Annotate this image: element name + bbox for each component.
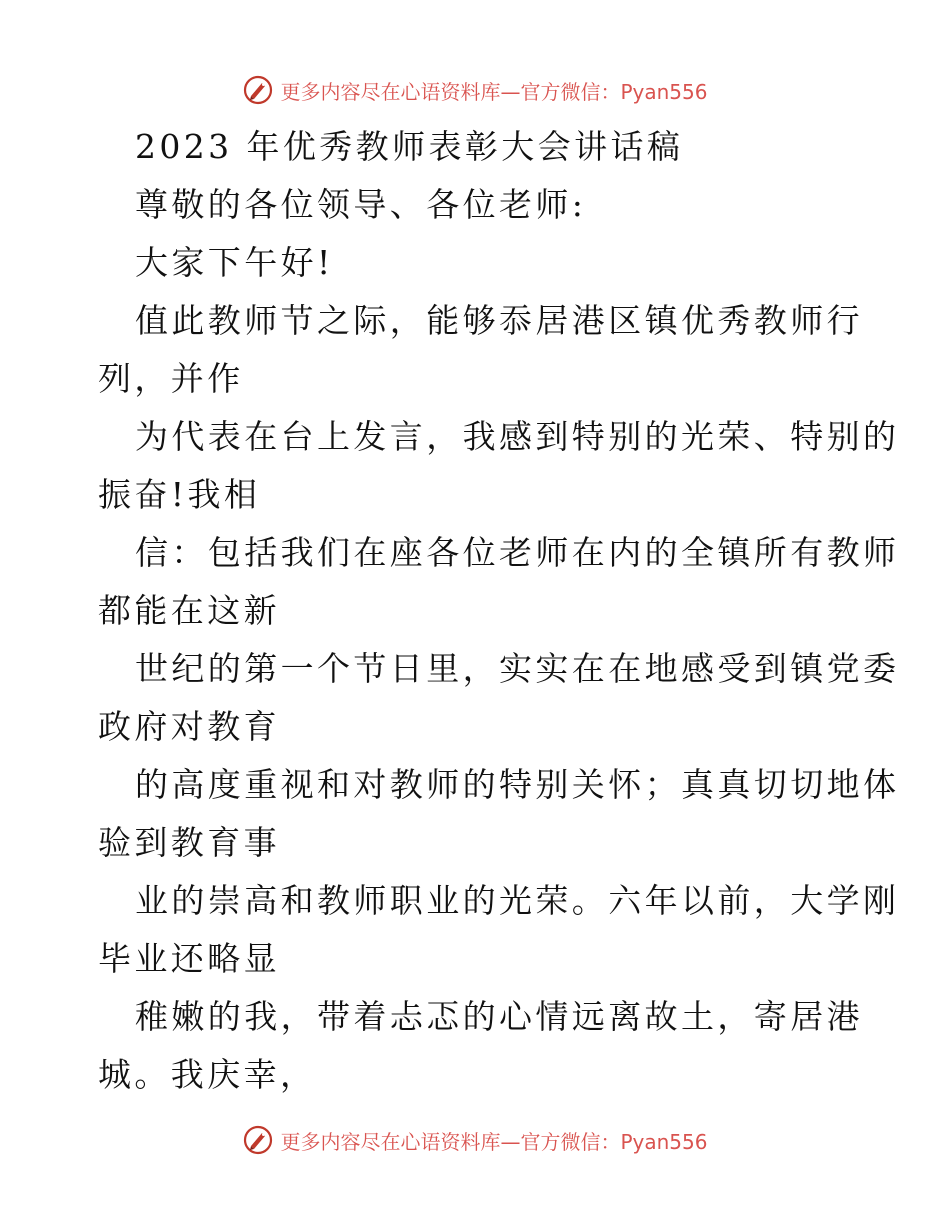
- text-line: 验到教育事: [98, 823, 280, 862]
- watermark-text: 更多内容尽在心语资料库—官方微信：Pyan556: [280, 1129, 708, 1154]
- pen-circle-icon: [242, 1124, 274, 1156]
- watermark-banner-bottom: [0, 1120, 950, 1160]
- text-line: 毕业还略显: [98, 939, 280, 978]
- watermark-banner-top: [0, 70, 950, 110]
- text-line: 都能在这新: [98, 591, 280, 630]
- text-line: 政府对教育: [98, 707, 280, 746]
- text-line: 世纪的第一个节日里，实实在在地感受到镇党委: [135, 649, 900, 688]
- text-line: 振奋!我相: [98, 475, 261, 514]
- text-line: 城。我庆幸，: [98, 1055, 317, 1094]
- document-body: [98, 118, 900, 1104]
- pen-circle-icon: [242, 74, 274, 106]
- watermark-text: 更多内容尽在心语资料库—官方微信：Pyan556: [280, 79, 708, 104]
- text-line: 信：包括我们在座各位老师在内的全镇所有教师: [135, 533, 900, 572]
- greeting: 大家下午好!: [135, 243, 334, 282]
- text-line: 的高度重视和对教师的特别关怀；真真切切地体: [135, 765, 900, 804]
- text-line: 列，并作: [98, 359, 244, 398]
- document-title: 2023 年优秀教师表彰大会讲话稿: [135, 127, 684, 166]
- text-line: 为代表在台上发言，我感到特别的光荣、特别的: [135, 417, 900, 456]
- salutation: 尊敬的各位领导、各位老师:: [135, 185, 587, 224]
- text-line: 稚嫩的我，带着忐忑的心情远离故土，寄居港: [135, 997, 863, 1036]
- text-line: 业的崇高和教师职业的光荣。六年以前，大学刚: [135, 881, 900, 920]
- text-line: 值此教师节之际，能够忝居港区镇优秀教师行: [135, 301, 863, 340]
